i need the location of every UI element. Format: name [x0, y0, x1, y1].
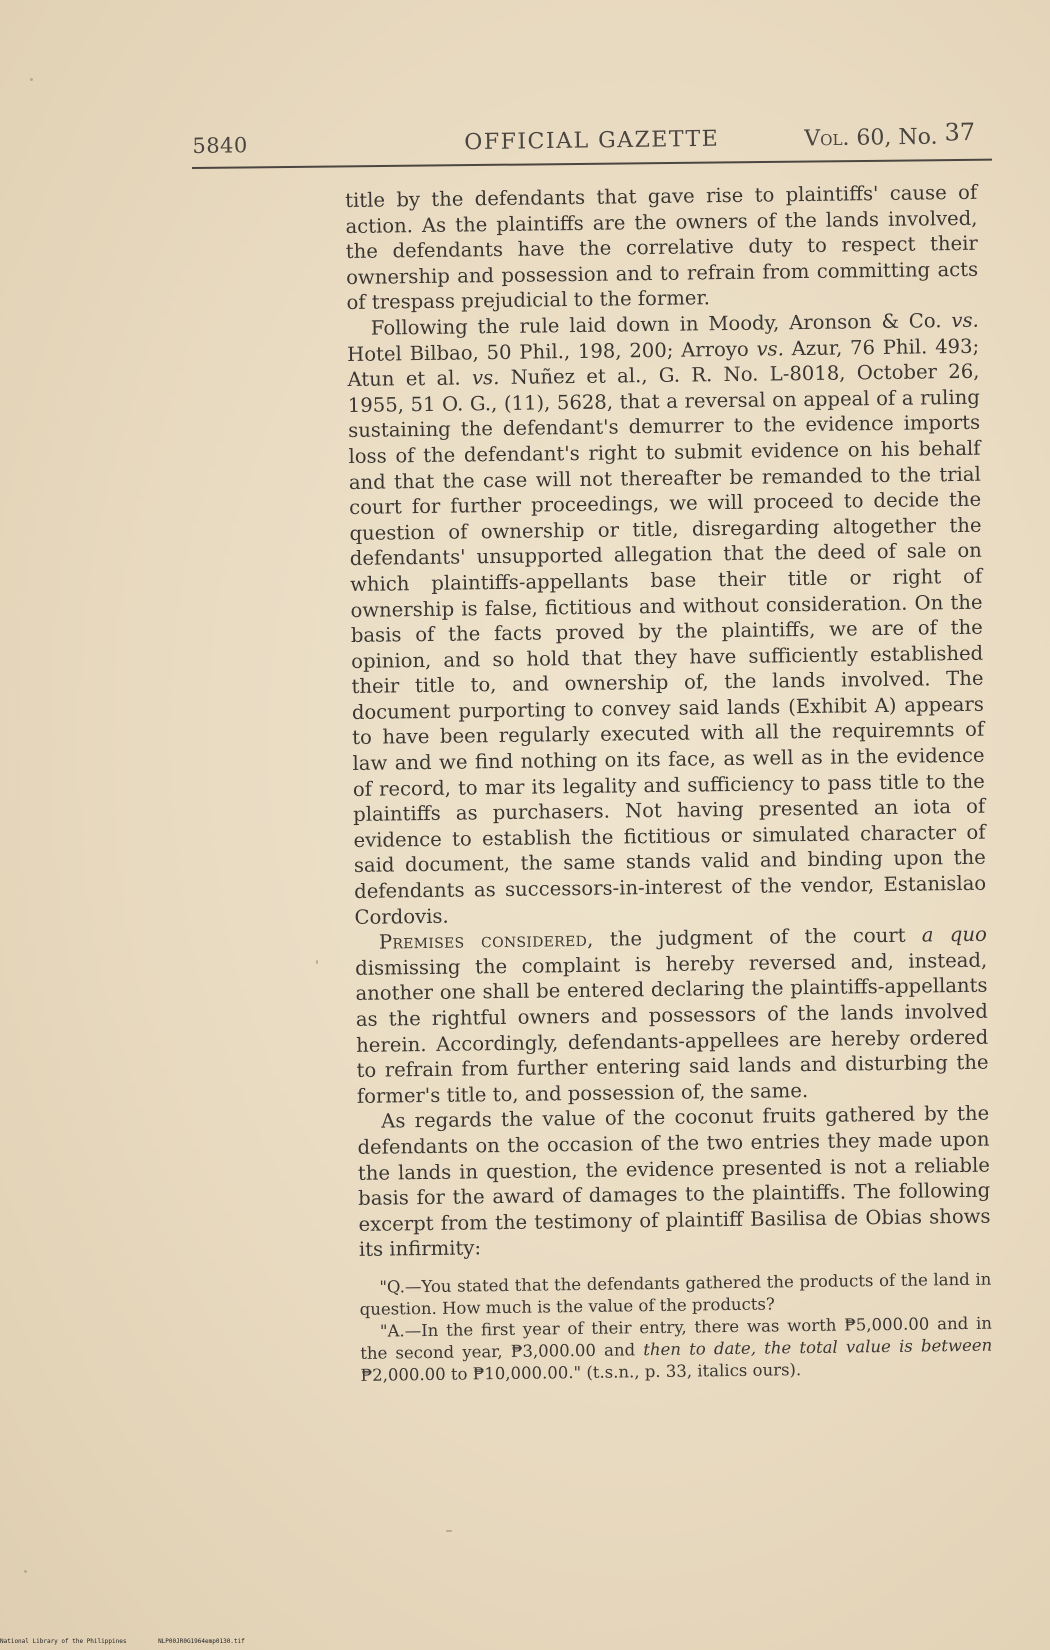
scan-filename: NLP00JR0G1964emp0130.tif — [158, 1638, 245, 1645]
scan-footer — [0, 1638, 273, 1645]
text-run: Hotel Bilbao, 50 Phil., 198, 200; Arroyo — [347, 337, 757, 366]
text-run: ₱2,000.00 to ₱10,000.00." (t.s.n., p. 33, italics ours). — [360, 1360, 802, 1385]
paragraph-lead-small-caps: Premises considered, — [378, 928, 594, 954]
text-run-italic: vs. — [756, 336, 785, 361]
volume-label: Vol. — [804, 125, 850, 152]
number-label: No. — [898, 124, 938, 151]
paper-speck — [316, 960, 318, 964]
paragraph-1: title by the defendants that gave rise to plaintiffs' cause of action. As the plaintiffs are the owners of the lands involved, the defendants have the correlative duty to respect their ownership and possession and to refrain from committing acts of trespass prejudicial to the former. — [345, 180, 979, 315]
volume-value: 60, — [856, 125, 892, 151]
publication-title: OFFICIAL GAZETTE — [464, 126, 720, 156]
text-run: Azur, 76 Phil. 493; Atun et al. — [347, 334, 980, 392]
paper-speck — [24, 1570, 27, 1573]
quote-answer — [360, 1313, 993, 1387]
text-run: "A.—In the first year of their entry, there was worth ₱5,000.00 and in the second year, ₱3,000.00 and — [360, 1313, 993, 1363]
issue-number: 37 — [944, 118, 976, 147]
volume-number — [804, 118, 976, 152]
paragraph-2 — [347, 308, 987, 930]
text-run: Nuñez et al., G. R. No. L-8018, October 26, 1955, 51 O. G., (11), 5628, that a reversal on appeal of a ruling sustaining the defendant's demurrer to the evidence imports loss of the defendant's right to submit evidence on his behalf and that the case will not thereafter be remanded to the trial court for further proceedings, we will proceed to decide the question of ownership or title, disregarding altogether the defendants' unsupported allegation that the deed of sale on which plaintiffs-appellants base their title or right of ownership is false, fictitious and without consideration. On the basis of the facts proved by the plaintiffs, we are of the opinion, and so hold that they have sufficiently established their title to, and ownership of, the lands involved. The document purporting to convey said lands (Exhibit A) appears to have been regularly executed with all the requiremnts of law and we find nothing on its face, as well as in the evidence of record, to mar its legality and sufficiency to pass title to the plaintiffs as purchasers. Not having presented an iota of evidence to establish the fictitious or simulated character of said document, the same stands valid and binding upon the defendants as successors-in-interest of the vendor, Estanislao Cordovis. — [347, 359, 987, 929]
page-number: 5840 — [192, 133, 248, 158]
quote-question: "Q.—You stated that the defendants gathered the products of the land in question. How much is the value of the products? — [359, 1269, 992, 1319]
paper-speck — [446, 1530, 452, 1532]
main-text-column — [345, 180, 993, 1387]
text-run-italic: vs. — [471, 366, 500, 390]
text-run: dismissing the complaint is hereby reversed and, instead, another one shall be entered declaring the plaintiffs-appellants as the rightful owners and possessors of the lands involved herein. Accordingly, defendants-appellees are hereby ordered to refrain from further entering said lands and disturbing the former's title to, and possession of, the same. — [355, 948, 989, 1108]
text-run-italic: vs. — [951, 308, 979, 333]
paper-speck — [30, 78, 33, 81]
testimony-quote — [359, 1269, 992, 1387]
header-rule — [192, 159, 992, 169]
text-run-italic: a quo — [921, 922, 987, 947]
running-header — [192, 109, 992, 160]
text-run: Following the rule laid down in Moody, Aronson & Co. — [370, 309, 952, 340]
text-run-italic: then to date, the total value is between — [643, 1335, 993, 1360]
paragraph-4: As regards the value of the coconut fruits gathered by the defendants on the occasion of the two entries they made upon the lands in question, the evidence presented is not a reliable basis for the award of damages to the plaintiffs. The following excerpt from the testimony of plaintiff Basilisa de Obias shows its infirmity: — [357, 1102, 991, 1262]
paragraph-3 — [355, 922, 989, 1109]
text-run: the judgment of the court — [593, 923, 922, 952]
library-credit: National Library of the Philippines — [0, 1638, 127, 1645]
